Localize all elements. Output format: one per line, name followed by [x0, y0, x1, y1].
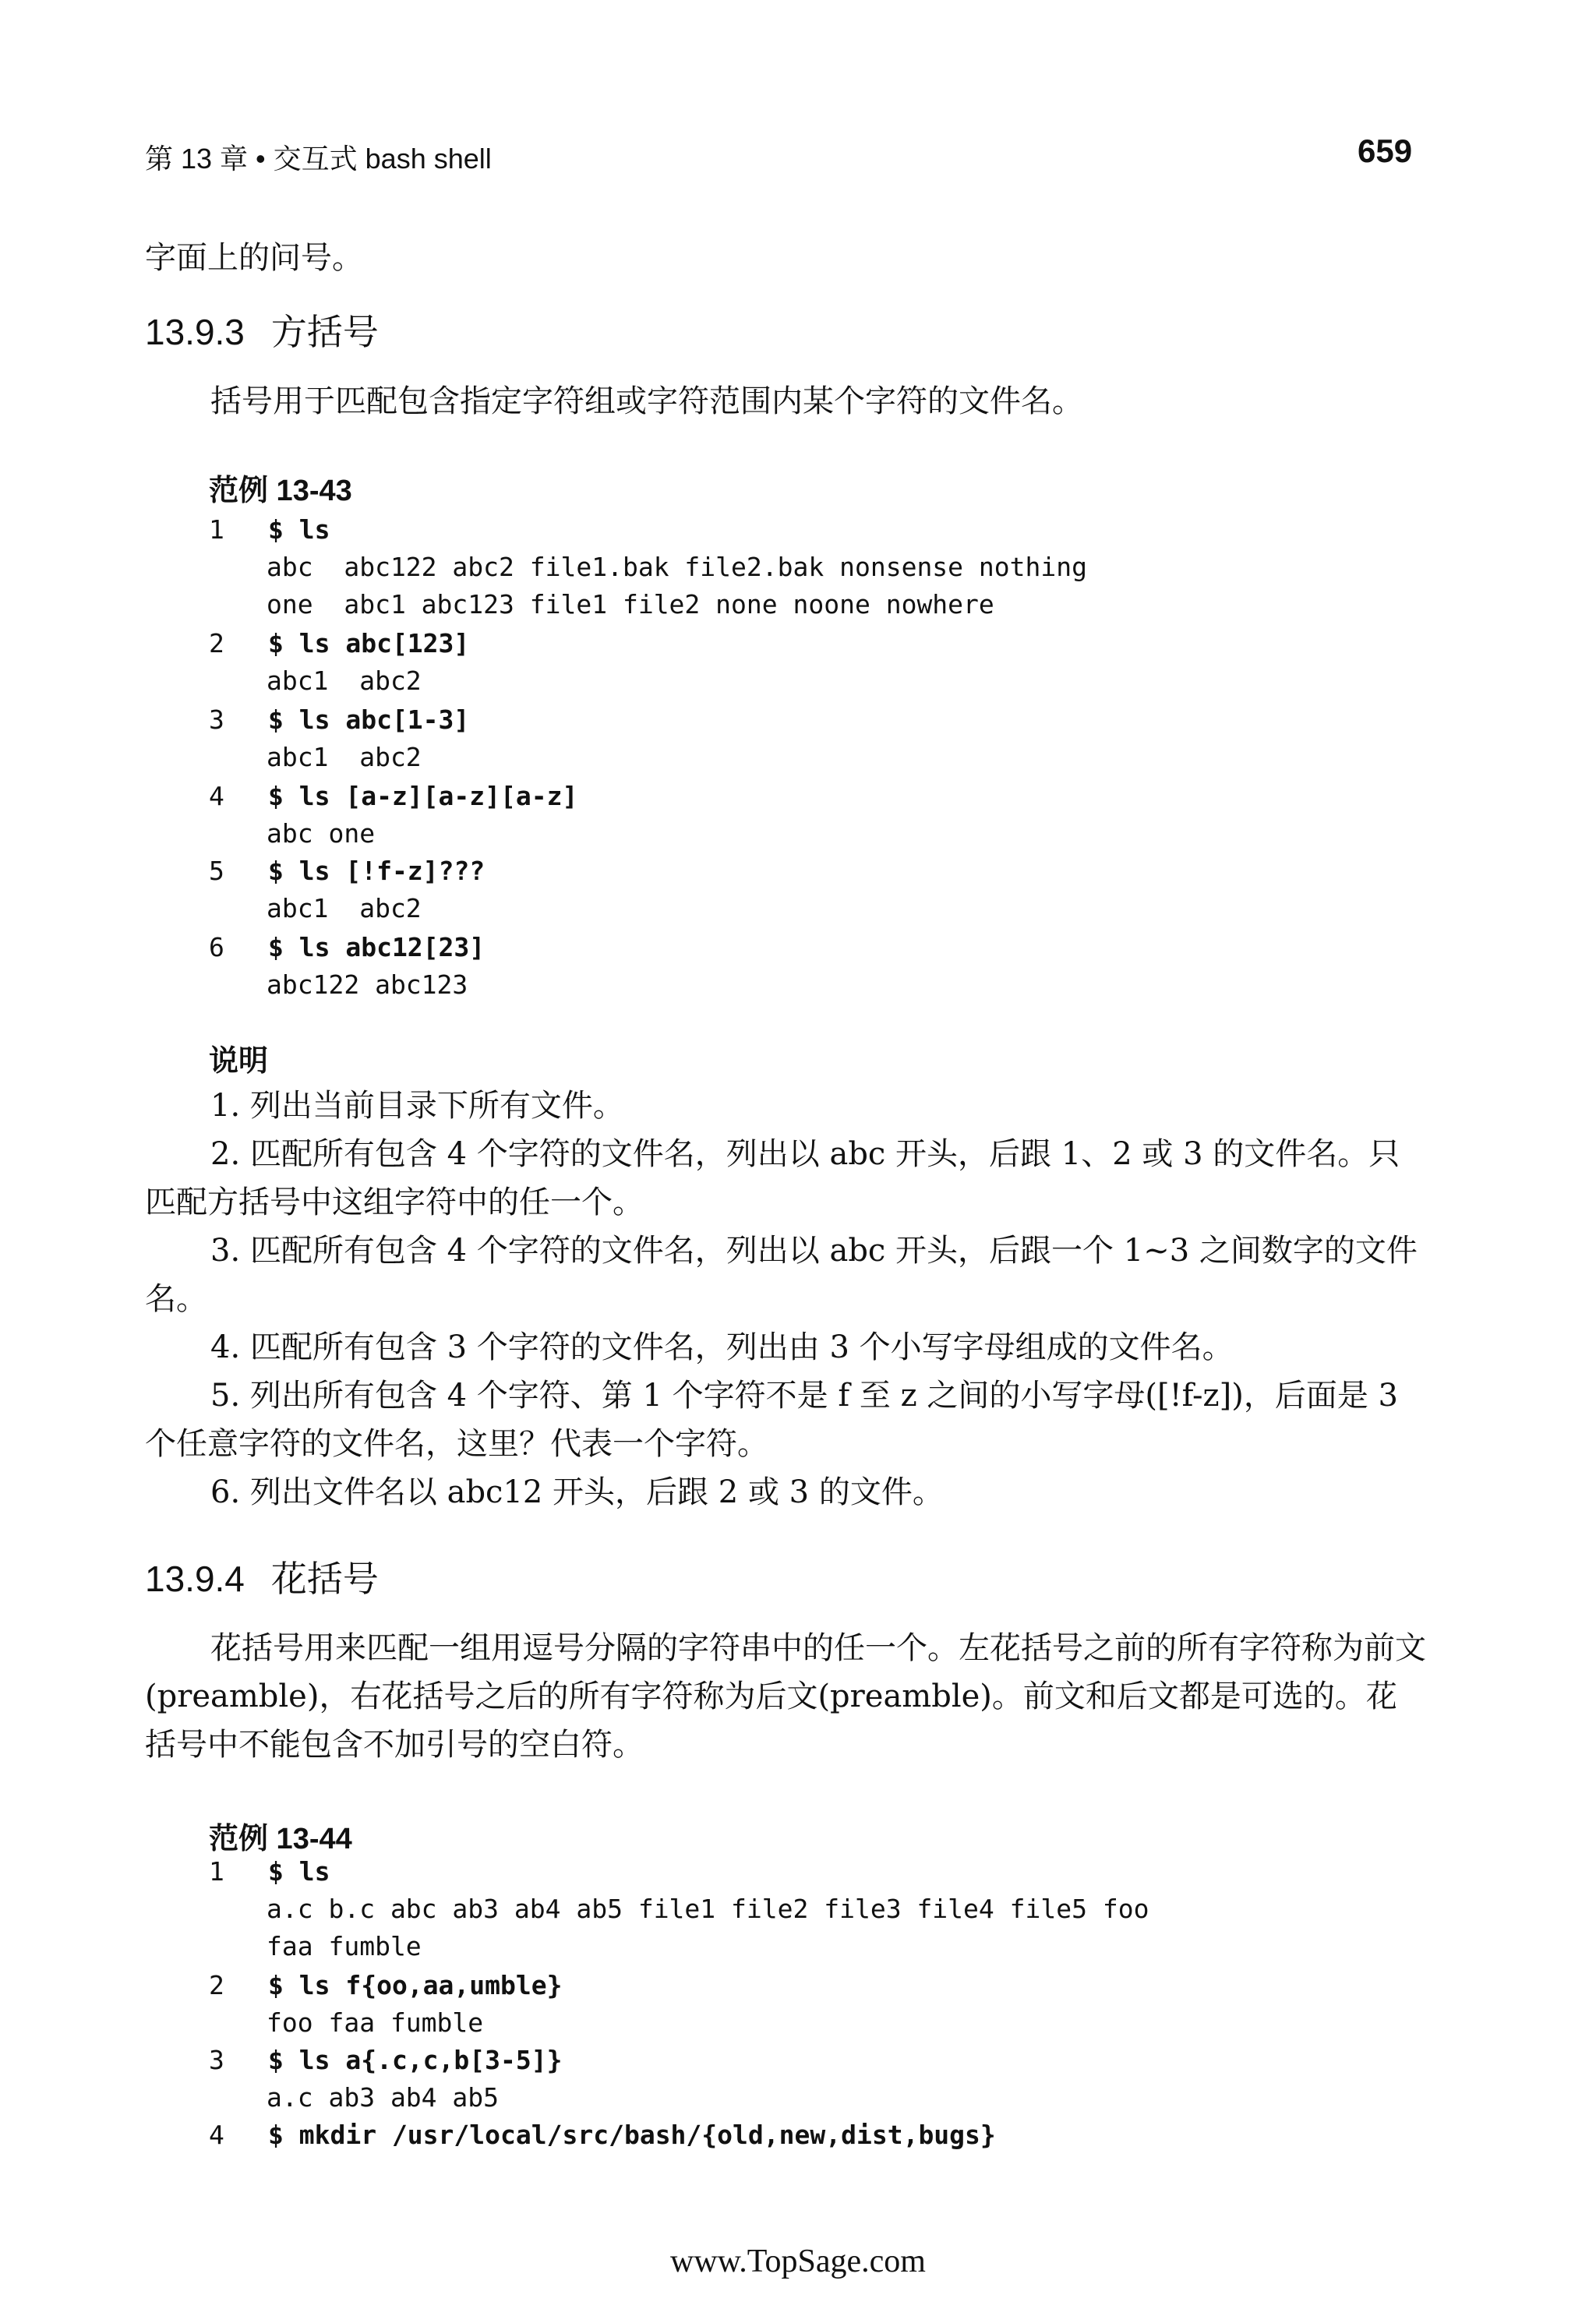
- code-line-number: 3: [209, 704, 224, 735]
- code-output: a.c b.c abc ab3 ab4 ab5 file1 file2 file3 file4 file5 foo: [267, 1894, 1149, 1924]
- note-item: 1. 列出当前目录下所有文件。: [210, 1088, 624, 1124]
- section-paragraph: 括号用于匹配包含指定字符组或字符范围内某个字符的文件名。: [210, 383, 1083, 419]
- code-command: $ ls a{.c,c,b[3-5]}: [268, 2045, 563, 2075]
- note-item: 4. 匹配所有包含 3 个字符的文件名，列出由 3 个小写字母组成的文件名。: [210, 1329, 1234, 1365]
- note-item: 6. 列出文件名以 abc12 开头，后跟 2 或 3 的文件。: [210, 1474, 944, 1510]
- code-output: abc1 abc2: [267, 893, 422, 923]
- footer-url: www.TopSage.com: [670, 2244, 926, 2279]
- note-item: 5. 列出所有包含 4 个字符、第 1 个字符不是 f 至 z 之间的小写字母([!f-z])，后面是 3 个任意字符的文件名，这里？代表一个字符。: [145, 1378, 1399, 1462]
- code-output: abc abc122 abc2 file1.bak file2.bak nonsense nothing: [267, 552, 1087, 582]
- page-number: 659: [1358, 132, 1413, 169]
- intro-fragment: 字面上的问号。: [145, 240, 363, 276]
- code-line-number: 1: [209, 1856, 224, 1887]
- code-output: faa fumble: [267, 1931, 422, 1961]
- code-command: $ ls f{oo,aa,umble}: [268, 1970, 563, 2000]
- example-title: 范例 13-43: [209, 475, 352, 507]
- code-line-number: 2: [209, 628, 224, 658]
- code-command: $ ls abc[123]: [268, 628, 470, 658]
- section-number: 13.9.4: [145, 1559, 245, 1599]
- code-line-number: 6: [209, 932, 224, 962]
- code-command: $ mkdir /usr/local/src/bash/{old,new,dist,bugs}: [268, 2120, 996, 2150]
- notes-heading: 说明: [209, 1045, 269, 1078]
- code-line-number: 4: [209, 2120, 224, 2150]
- running-head: 第 13 章 • 交互式 bash shell: [145, 143, 492, 175]
- code-command: $ ls abc[1-3]: [268, 704, 470, 735]
- code-command: $ ls [a-z][a-z][a-z]: [268, 781, 578, 811]
- code-output: one abc1 abc123 file1 file2 none noone nowhere: [267, 589, 994, 620]
- code-output: abc one: [267, 818, 376, 849]
- code-line-number: 4: [209, 781, 224, 811]
- section-heading-braces: [145, 1551, 379, 1602]
- code-command: $ ls [!f-z]???: [268, 856, 486, 886]
- code-line-number: 5: [209, 856, 224, 886]
- code-output: abc1 abc2: [267, 665, 422, 696]
- note-item: 3. 匹配所有包含 4 个字符的文件名，列出以 abc 开头，后跟一个 1~3 之间数字的文件名。: [145, 1233, 1418, 1317]
- example-title: 范例 13-44: [209, 1823, 352, 1855]
- code-output: abc122 abc123: [267, 969, 468, 1000]
- code-command: $ ls: [268, 514, 330, 545]
- code-line-number: 1: [209, 514, 224, 545]
- section-paragraph: 花括号用来匹配一组用逗号分隔的字符串中的任一个。左花括号之前的所有字符称为前文(preamble)，右花括号之后的所有字符称为后文(preamble)。前文和后文都是可选的。花括号中不能包含不加引号的空白符。: [145, 1630, 1426, 1763]
- code-command: $ ls abc12[23]: [268, 932, 486, 962]
- code-output: abc1 abc2: [267, 742, 422, 772]
- code-line-number: 3: [209, 2045, 224, 2075]
- section-title: 花括号: [270, 1559, 379, 1599]
- code-output: a.c ab3 ab4 ab5: [267, 2082, 500, 2113]
- section-title: 方括号: [270, 312, 379, 352]
- code-output: foo faa fumble: [267, 2007, 484, 2038]
- note-item: 2. 匹配所有包含 4 个字符的文件名，列出以 abc 开头，后跟 1、2 或 3 的文件名。只匹配方括号中这组字符中的任一个。: [145, 1136, 1400, 1220]
- code-line-number: 2: [209, 1970, 224, 2000]
- section-heading-brackets: [145, 304, 379, 355]
- code-command: $ ls: [268, 1856, 330, 1887]
- section-number: 13.9.3: [145, 312, 245, 352]
